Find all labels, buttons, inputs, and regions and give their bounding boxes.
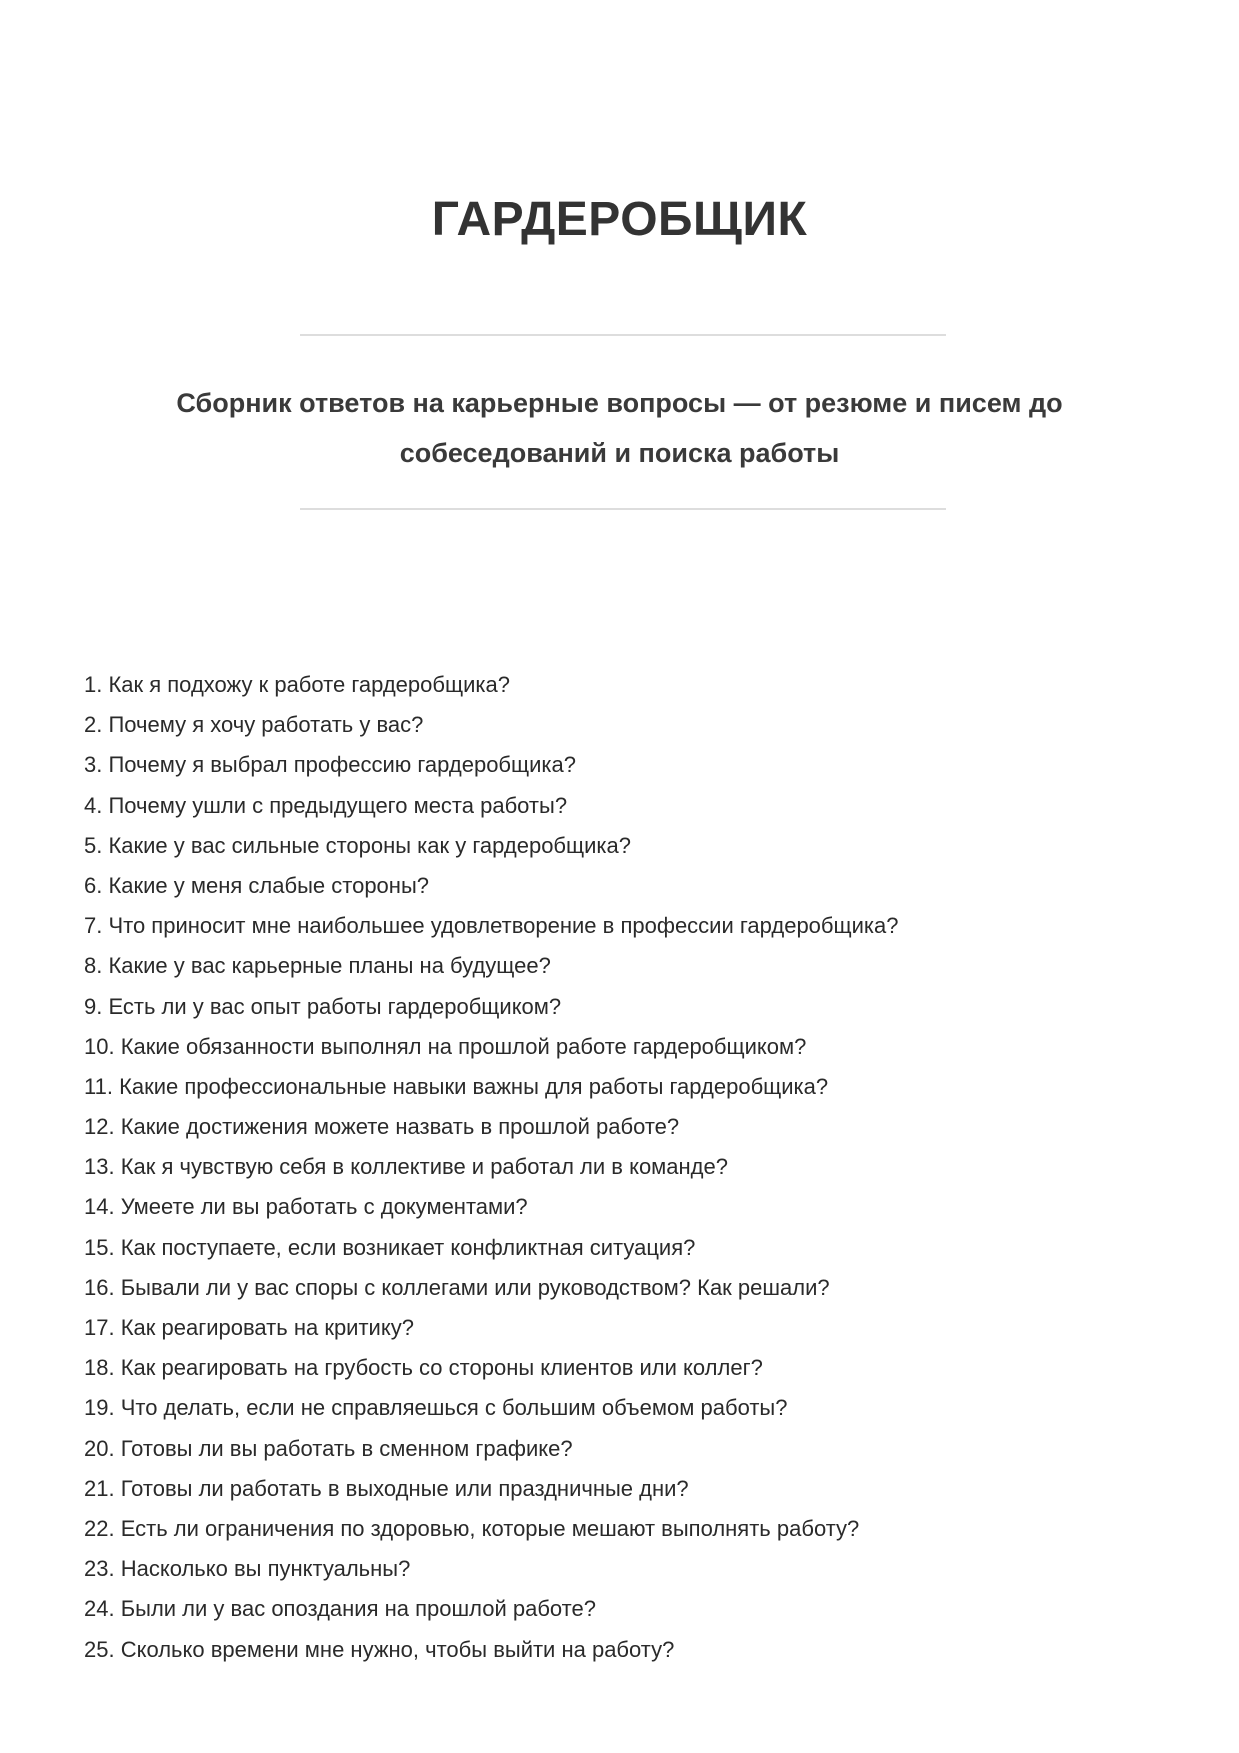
question-item: 18. Как реагировать на грубость со стороны клиентов или коллег? bbox=[84, 1355, 763, 1381]
question-item: 4. Почему ушли с предыдущего места работы? bbox=[84, 792, 568, 818]
question-item: 13. Как я чувствую себя в коллективе и работал ли в команде? bbox=[84, 1154, 728, 1180]
question-item: 22. Есть ли ограничения по здоровью, которые мешают выполнять работу? bbox=[84, 1515, 860, 1541]
question-item: 20. Готовы ли вы работать в сменном графике? bbox=[84, 1435, 573, 1461]
question-item: 19. Что делать, если не справляешься с большим объемом работы? bbox=[84, 1395, 788, 1421]
question-item: 1. Как я подхожу к работе гардеробщика? bbox=[84, 672, 510, 697]
page-title: ГАРДЕРОБЩИК bbox=[431, 193, 808, 246]
question-item: 25. Сколько времени мне нужно, чтобы выйти на работу? bbox=[84, 1636, 675, 1662]
divider-top bbox=[300, 334, 946, 336]
question-item: 15. Как поступаете, если возникает конфликтная ситуация? bbox=[84, 1234, 696, 1260]
question-item: 10. Какие обязанности выполнял на прошлой работе гардеробщиком? bbox=[84, 1033, 807, 1059]
question-item: 14. Умеете ли вы работать с документами? bbox=[84, 1194, 528, 1220]
subtitle: Сборник ответов на карьерные вопросы — от резюме и писем до собеседований и поиска работы bbox=[176, 388, 1063, 468]
question-item: 12. Какие достижения можете назвать в прошлой работе? bbox=[84, 1114, 680, 1140]
question-item: 3. Почему я выбрал профессию гардеробщика? bbox=[84, 752, 576, 778]
question-item: 2. Почему я хочу работать у вас? bbox=[84, 712, 424, 738]
questions-list bbox=[84, 665, 898, 1670]
question-item: 7. Что приносит мне наибольшее удовлетворение в профессии гардеробщика? bbox=[84, 913, 899, 939]
divider-bottom bbox=[300, 508, 946, 510]
question-item: 16. Бывали ли у вас споры с коллегами или руководством? Как решали? bbox=[84, 1274, 830, 1300]
question-item: 24. Были ли у вас опоздания на прошлой работе? bbox=[84, 1596, 596, 1622]
question-item: 17. Как реагировать на критику? bbox=[84, 1315, 414, 1340]
question-item: 21. Готовы ли работать в выходные или праздничные дни? bbox=[84, 1475, 689, 1501]
question-item: 5. Какие у вас сильные стороны как у гардеробщика? bbox=[84, 832, 631, 858]
question-item: 6. Какие у меня слабые стороны? bbox=[84, 872, 429, 898]
question-item: 23. Насколько вы пунктуальны? bbox=[84, 1556, 411, 1582]
question-item: 11. Какие профессиональные навыки важны для работы гардеробщика? bbox=[84, 1073, 829, 1099]
question-item: 9. Есть ли у вас опыт работы гардеробщиком? bbox=[84, 993, 562, 1019]
question-item: 8. Какие у вас карьерные планы на будущее? bbox=[84, 953, 551, 979]
